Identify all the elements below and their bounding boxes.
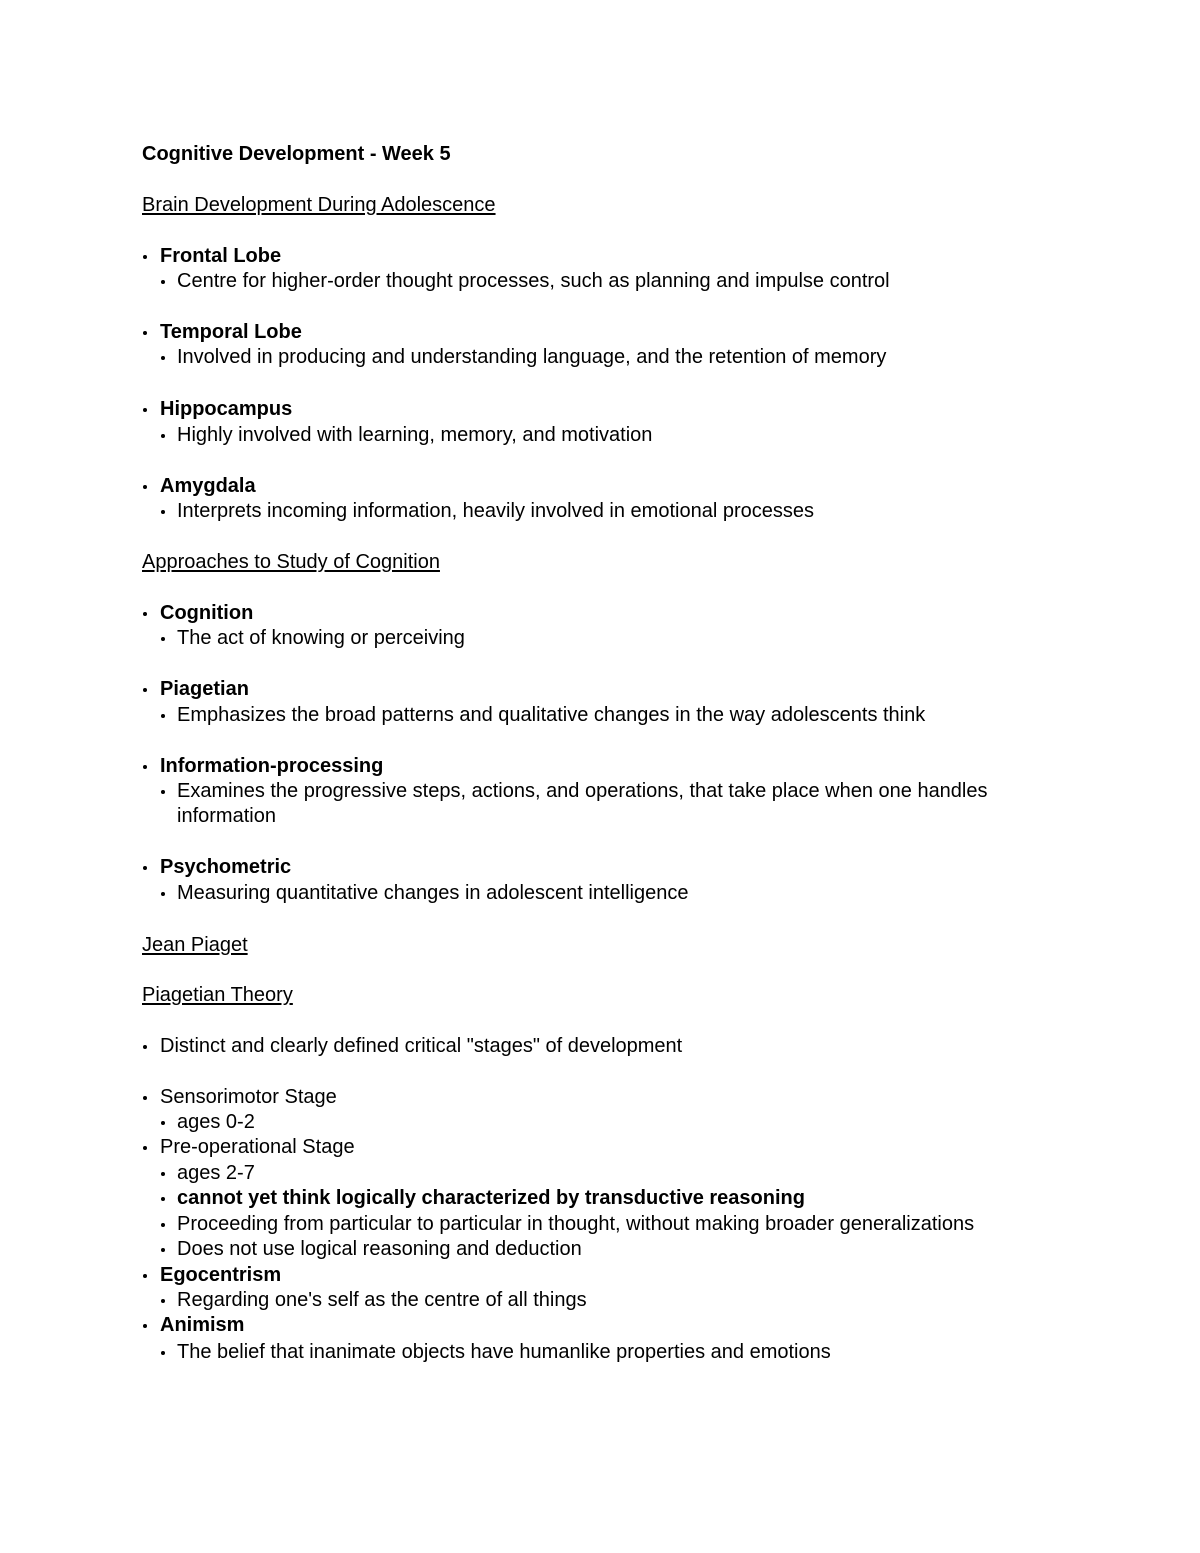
section-heading-brain: Brain Development During Adolescence [142, 194, 496, 216]
detail-information-processing-line2: information [177, 805, 276, 827]
detail-information-processing-line1: Examines the progressive steps, actions, and operations, that take place when one handles [177, 780, 988, 802]
stage-preoperational-point1: cannot yet think logically characterized by transductive reasoning [177, 1187, 805, 1209]
term-animism: Animism [160, 1314, 245, 1336]
stage-preoperational-point3: Does not use logical reasoning and deduction [177, 1238, 582, 1260]
detail-egocentrism: Regarding one's self as the centre of all things [177, 1289, 587, 1311]
detail-amygdala: Interprets incoming information, heavily involved in emotional processes [177, 500, 814, 522]
section-heading-approaches: Approaches to Study of Cognition [142, 551, 440, 573]
term-cognition: Cognition [160, 602, 254, 624]
stage-preoperational-ages: ages 2-7 [177, 1162, 255, 1184]
term-egocentrism: Egocentrism [160, 1264, 282, 1286]
term-piagetian: Piagetian [160, 678, 249, 700]
stage-sensorimotor-ages: ages 0-2 [177, 1111, 255, 1133]
detail-cognition: The act of knowing or perceiving [177, 627, 465, 649]
stage-preoperational-point2: Proceeding from particular to particular in thought, without making broader generalizations [177, 1213, 975, 1235]
term-amygdala: Amygdala [160, 475, 256, 497]
stage-preoperational: Pre-operational Stage [160, 1136, 355, 1158]
detail-temporal-lobe: Involved in producing and understanding language, and the retention of memory [177, 346, 887, 368]
page-title: Cognitive Development - Week 5 [142, 143, 451, 165]
term-information-processing: Information-processing [160, 755, 384, 777]
term-temporal-lobe: Temporal Lobe [160, 321, 302, 343]
section-heading-jean-piaget: Jean Piaget [142, 934, 248, 956]
theory-intro: Distinct and clearly defined critical "stages" of development [160, 1035, 683, 1057]
detail-animism: The belief that inanimate objects have humanlike properties and emotions [177, 1341, 831, 1363]
section-heading-piagetian-theory: Piagetian Theory [142, 984, 293, 1006]
detail-hippocampus: Highly involved with learning, memory, and motivation [177, 424, 653, 446]
detail-psychometric: Measuring quantitative changes in adolescent intelligence [177, 882, 689, 904]
term-frontal-lobe: Frontal Lobe [160, 245, 282, 267]
detail-piagetian: Emphasizes the broad patterns and qualitative changes in the way adolescents think [177, 704, 926, 726]
stage-sensorimotor: Sensorimotor Stage [160, 1086, 337, 1108]
term-psychometric: Psychometric [160, 856, 292, 878]
term-hippocampus: Hippocampus [160, 398, 293, 420]
detail-frontal-lobe: Centre for higher-order thought processes, such as planning and impulse control [177, 270, 890, 292]
